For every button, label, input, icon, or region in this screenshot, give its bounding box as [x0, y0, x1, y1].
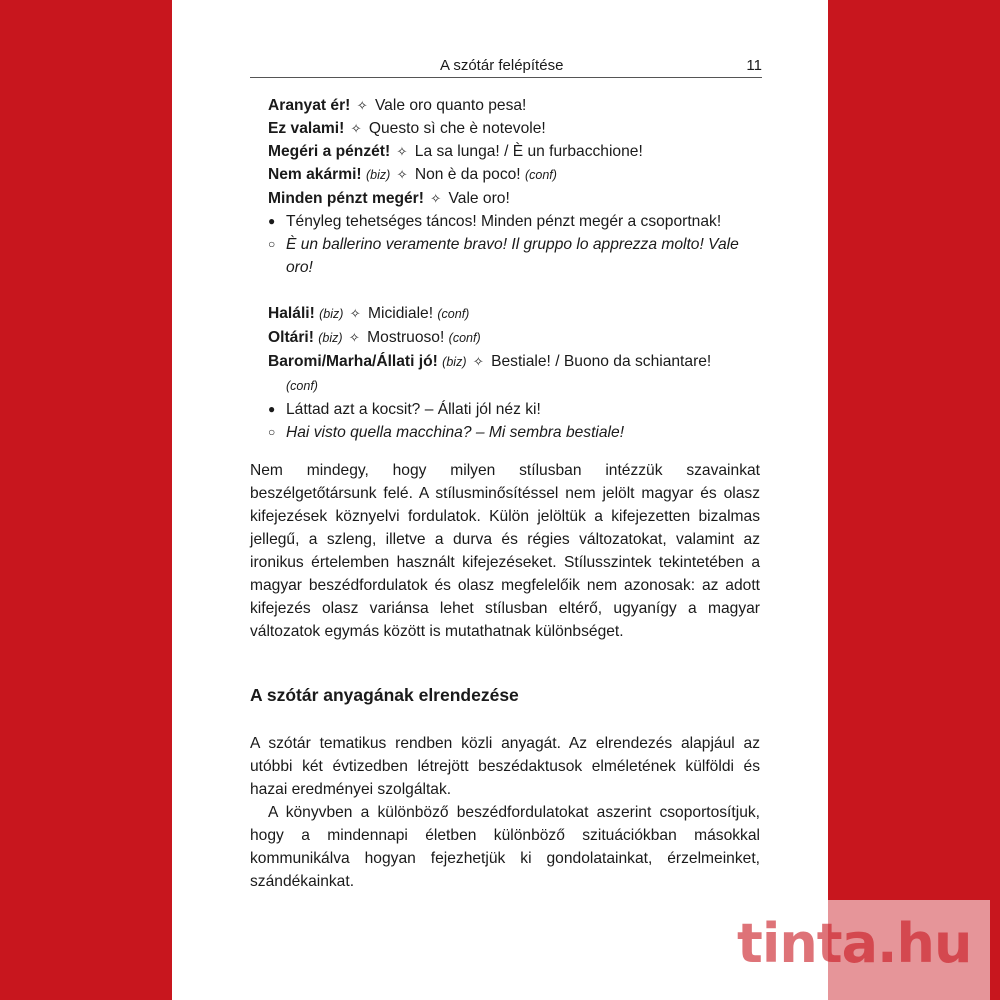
running-header [250, 57, 762, 78]
italian-equivalent: Non è da poco! [414, 166, 521, 183]
phrase-entry [268, 187, 768, 210]
star-icon: ✧ [356, 98, 368, 113]
phrase-entry [268, 326, 768, 350]
style-tag: (biz) [442, 355, 467, 369]
style-paragraph-block [250, 459, 760, 643]
example-hungarian [268, 398, 768, 421]
style-tag: (conf) [524, 168, 557, 182]
phrase-entry [268, 350, 768, 374]
star-icon: ✧ [350, 121, 362, 136]
star-icon: ✧ [396, 167, 408, 182]
phrase-entry [268, 302, 768, 326]
star-icon: ✧ [348, 330, 360, 345]
tinta-watermark-logo: tinta.hu [737, 912, 972, 975]
italian-equivalent: Micidiale! [368, 305, 434, 322]
hungarian-headword: Haláli! [268, 305, 315, 322]
page-number: 11 [746, 57, 762, 74]
star-icon: ✧ [472, 354, 484, 369]
section-paragraph: A szótár tematikus rendben közli anyagát. Az elrendezés alapjául az utóbbi két évtizedben létrejött beszédaktusok elméletének külföldi és hazai eredményei szolgáltak. [250, 735, 760, 798]
hungarian-headword: Baromi/Marha/Állati jó! [268, 353, 438, 370]
example-italian [268, 421, 768, 444]
example-italian-text: Hai visto quella macchina? – Mi sembra bestiale! [286, 424, 625, 441]
hungarian-headword: Oltári! [268, 329, 314, 346]
phrase-entries [268, 94, 768, 444]
phrase-entry [268, 94, 768, 117]
running-title: A szótár felépítése [440, 57, 564, 74]
style-paragraph: Nem mindegy, hogy milyen stílusban intézzük szavainkat beszélgetőtársunk felé. A stílusminősítéssel nem jelölt magyar és olasz kifejezések köznyelvi fordulatok. Külön jelöltük a kifejezetten bizalmas jellegű, a szleng, illetve a durva és régies változatokat, valamint az ironikus értelemben használt kifejezéseket. Stílusszintek tekintetében a magyar beszédfordulatok és olasz megfelelőik nem azonosak: az adott kifejezés olasz variánsa lehet stílusban eltérő, ugyanígy a magyar változatok egymás között is mutathatnak különbséget. [250, 462, 760, 640]
phrase-entry-continuation [268, 374, 768, 398]
style-tag: (biz) [365, 168, 391, 182]
open-bullet-icon: ○ [268, 237, 276, 251]
italian-equivalent: La sa lunga! / È un furbacchione! [414, 143, 643, 160]
hungarian-headword: Nem akármi! [268, 166, 362, 183]
hungarian-headword: Megéri a pénzét! [268, 143, 391, 160]
section-heading: A szótár anyagának elrendezése [250, 685, 519, 705]
hungarian-headword: Ez valami! [268, 120, 345, 137]
italian-equivalent: Bestiale! / Buono da schiantare! [491, 353, 712, 370]
spacer [268, 279, 768, 302]
hungarian-headword: Minden pénzt megér! [268, 190, 424, 207]
style-tag: (conf) [437, 307, 470, 321]
italian-equivalent: Questo sì che è notevole! [368, 120, 546, 137]
filled-bullet-icon: ● [268, 402, 276, 416]
example-hungarian-text: Láttad azt a kocsit? – Állati jól néz ki! [286, 401, 541, 418]
phrase-entry [268, 117, 768, 140]
phrase-entry [268, 163, 768, 187]
style-tag: (conf) [448, 331, 481, 345]
style-tag: (biz) [318, 331, 343, 345]
filled-bullet-icon: ● [268, 214, 276, 228]
book-page [172, 0, 828, 1000]
star-icon: ✧ [430, 191, 442, 206]
hungarian-headword: Aranyat ér! [268, 97, 351, 114]
open-bullet-icon: ○ [268, 425, 276, 439]
phrase-entry [268, 140, 768, 163]
italian-equivalent: Mostruoso! [367, 329, 445, 346]
example-hungarian-text: Tényleg tehetséges táncos! Minden pénzt megér a csoportnak! [286, 213, 722, 230]
example-italian-text: È un ballerino veramente bravo! Il gruppo lo apprezza molto! Vale oro! [286, 236, 739, 276]
style-tag: (biz) [319, 307, 344, 321]
example-italian [268, 233, 768, 279]
section-body [250, 732, 760, 893]
star-icon: ✧ [349, 306, 361, 321]
style-tag: (conf) [286, 379, 318, 393]
italian-equivalent: Vale oro! [448, 190, 510, 207]
section-paragraph: A könyvben a különböző beszédfordulatokat aszerint csoportosítjuk, hogy a mindennapi életben különböző szituációkban másokkal kommunikálva hogyan fejezhetjük ki gondolatainkat, érzelmeinket, szándékainkat. [250, 804, 760, 890]
italian-equivalent: Vale oro quanto pesa! [374, 97, 527, 114]
example-hungarian [268, 210, 768, 233]
star-icon: ✧ [396, 144, 408, 159]
